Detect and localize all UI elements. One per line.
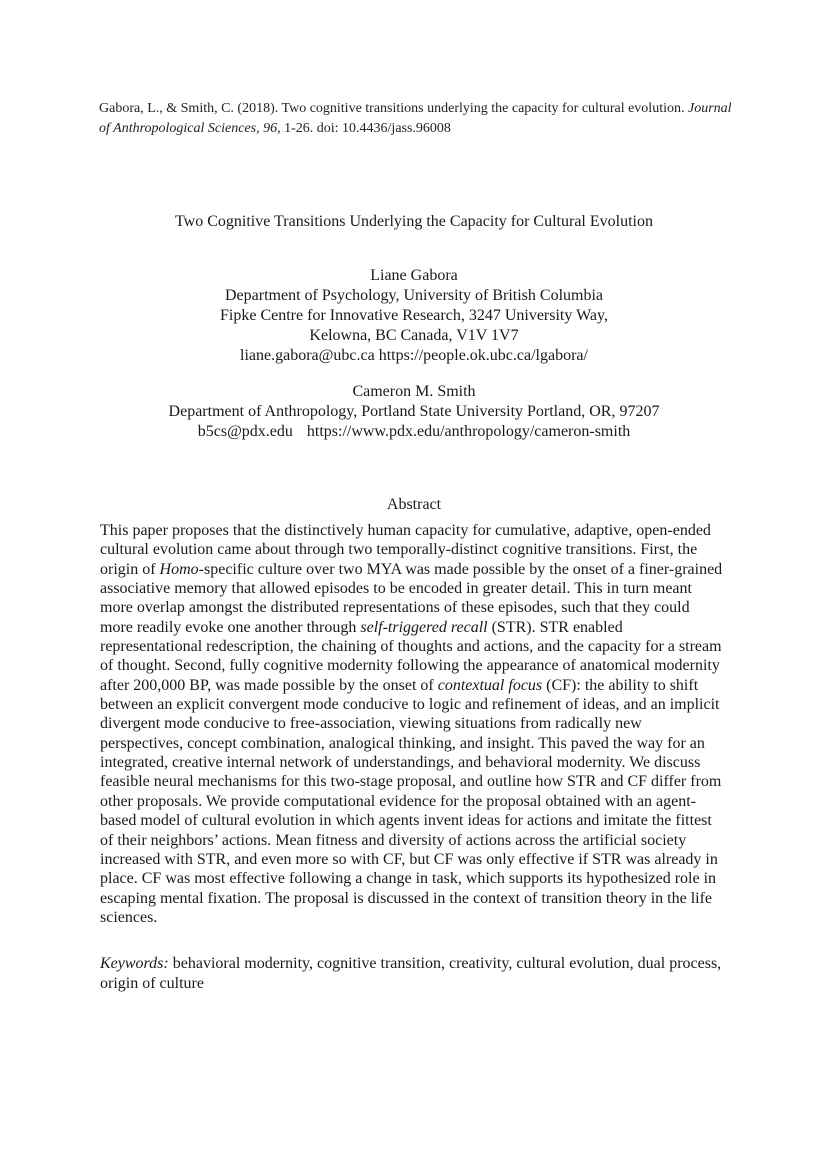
paper-title: Two Cognitive Transitions Underlying the Capacity for Cultural Evolution: [175, 213, 653, 230]
abstract-text-3: (STR). STR enabled representational redescription, the chaining of thoughts and actions, and the capacity for a stream of thought. Second, fully cognitive modernity following the appearance of anatomical modernity after 200,000 BP, was made possible by the onset of: [100, 618, 722, 694]
keywords-list: behavioral modernity, cognitive transition, creativity, cultural evolution, dual process, origin of culture: [100, 955, 722, 992]
author-name: Liane Gabora: [370, 267, 458, 284]
abstract-italic-cf: contextual focus: [437, 676, 543, 694]
author-address: Kelowna, BC Canada, V1V 1V7: [309, 327, 519, 344]
author-url: https://www.pdx.edu/anthropology/cameron-smith: [306, 423, 631, 440]
author-block-smith: [0, 382, 828, 442]
abstract-italic-homo: Homo: [159, 560, 199, 578]
author-contact: liane.gabora@ubc.ca https://people.ok.ubc.ca/lgabora/: [240, 347, 588, 364]
abstract-text-4: (CF): the ability to shift between an explicit convergent mode conducive to logic and refinement of ideas, and an implicit divergent mode conducive to free-association, viewing situations from radically new perspectives, concept combination, analogical thinking, and insight. This paved the way for an integrated, creative internal network of understandings, and behavioral modernity. We discuss feasible neural mechanisms for this two-stage proposal, and outline how STR and CF differ from other proposals. We provide computational evidence for the proposal obtained with an agent-based model of cultural evolution in which agents invent ideas for actions and imitate the fittest of their neighbors’ actions. Mean fitness and diversity of actions across the artificial society increased with STR, and even more so with CF, but CF was only effective if STR was already in place. CF was most effective following a change in task, which supports its hypothesized role in escaping mental fixation. The proposal is discussed in the context of transition theory in the life sciences.: [100, 676, 722, 926]
citation-text: Gabora, L., & Smith, C. (2018). Two cognitive transitions underlying the capacity for cultural evolution.: [99, 101, 688, 116]
citation-journal: Journal of Anthropological Sciences, 96,: [99, 101, 732, 136]
author-affiliation: Department of Psychology, University of British Columbia: [224, 287, 604, 304]
author-name: Cameron M. Smith: [352, 383, 476, 400]
keywords: [100, 954, 726, 993]
abstract-body: [100, 521, 726, 927]
citation: [99, 99, 739, 139]
author-affiliation-secondary: Fipke Centre for Innovative Research, 3247 University Way,: [220, 307, 608, 324]
abstract-heading: Abstract: [386, 496, 442, 513]
author-contact: [0, 422, 828, 442]
author-affiliation: Department of Anthropology, Portland State University Portland, OR, 97207: [168, 403, 660, 420]
citation-doi: 1-26. doi: 10.4436/jass.96008: [280, 121, 451, 136]
abstract-italic-str: self-triggered recall: [360, 618, 488, 636]
author-block-gabora: [0, 266, 828, 366]
abstract-text-2: -specific culture over two MYA was made possible by the onset of a finer-grained associative memory that allowed episodes to be encoded in greater detail. This in turn meant more overlap amongst the distributed representations of these episodes, such that they could more readily evoke one another through: [100, 560, 723, 636]
author-email: b5cs@pdx.edu: [197, 423, 293, 440]
abstract-text-1: This paper proposes that the distinctively human capacity for cumulative, adaptive, open-ended cultural evolution came about through two temporally-distinct cognitive transitions. First, the origin of: [100, 522, 711, 578]
keywords-label: Keywords:: [100, 955, 169, 972]
